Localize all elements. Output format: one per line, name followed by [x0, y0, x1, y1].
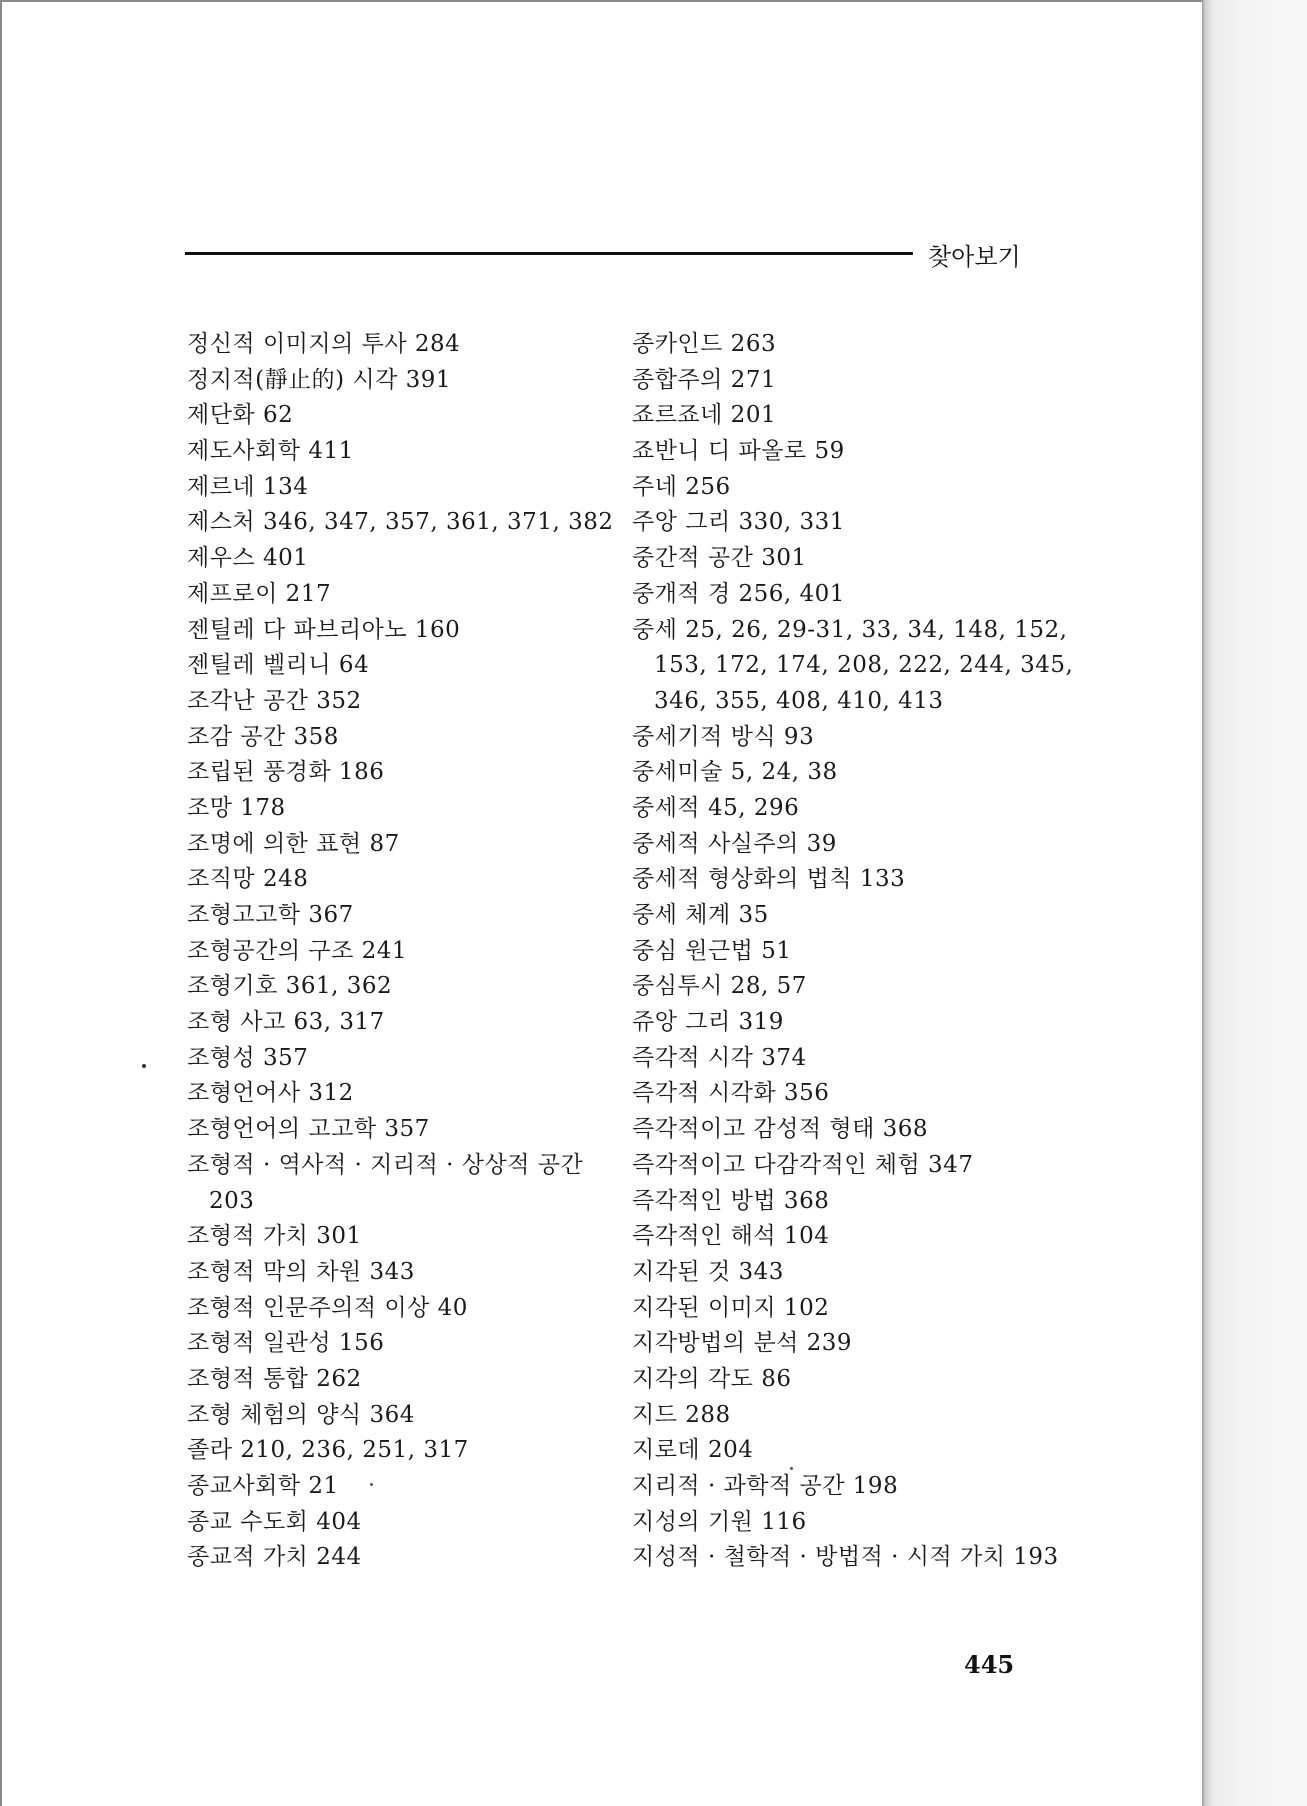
index-entry: 중세 체계 35	[632, 902, 769, 928]
index-entry: 종교적 가치 244	[187, 1544, 362, 1571]
page-number: 445	[964, 1650, 1015, 1679]
index-entry: 종교사회학 21	[187, 1473, 339, 1499]
index-entry: 제스처 346, 347, 357, 361, 371, 382	[187, 509, 614, 536]
index-entry: 종카인드 263	[632, 331, 777, 357]
index-entry: 종합주의 271	[632, 366, 777, 393]
page-left-border	[0, 0, 2, 1806]
index-entry-continuation: 153, 172, 174, 208, 222, 244, 345,	[654, 652, 1074, 679]
header-rule	[185, 252, 913, 255]
index-entry: 즉각적인 방법 368	[632, 1187, 830, 1214]
scan-speck	[370, 1483, 373, 1486]
index-entry: 중개적 경 256, 401	[632, 580, 845, 607]
index-entry: 조형적 가치 301	[187, 1223, 362, 1250]
index-entry: 조립된 풍경화 186	[187, 759, 385, 786]
viewer-gutter	[1202, 0, 1307, 1806]
index-entry: 조감 공간 358	[187, 723, 339, 750]
index-entry: 조형기호 361, 362	[187, 973, 393, 1000]
page-top-border	[0, 0, 1204, 2]
index-entry: 중세기적 방식 93	[632, 723, 815, 750]
index-entry: 젠틸레 다 파브리아노 160	[187, 616, 461, 643]
index-entry: 종교 수도회 404	[187, 1508, 362, 1535]
index-entry: 지각된 것 343	[632, 1258, 784, 1285]
index-entry: 즉각적인 해석 104	[632, 1223, 830, 1250]
index-column-left	[187, 327, 614, 1576]
index-entry: 젠틸레 벨리니 64	[187, 652, 370, 679]
index-entry: 지리적 · 과학적 공간 198	[632, 1473, 899, 1499]
index-entry: 중심 원근법 51	[632, 937, 792, 964]
index-entry-continuation: 203	[209, 1187, 255, 1214]
index-entry: 즉각적 시각 374	[632, 1044, 807, 1071]
scan-speck	[790, 1467, 793, 1470]
index-entry: 조형적 일관성 156	[187, 1330, 385, 1357]
index-entry: 중세미술 5, 24, 38	[632, 759, 838, 786]
index-entry: 졸라 210, 236, 251, 317	[187, 1437, 469, 1464]
scan-speck	[142, 1064, 146, 1068]
index-entry: 지성적 · 철학적 · 방법적 · 시적 가치 193	[632, 1544, 1059, 1571]
index-entry: 조형적 통합 262	[187, 1365, 362, 1392]
index-entry: 지성의 기원 116	[632, 1508, 807, 1535]
index-entry-continuation: 346, 355, 408, 410, 413	[654, 687, 944, 714]
index-entry: 중세적 45, 296	[632, 794, 800, 821]
index-entry: 즉각적이고 다감각적인 체험 347	[632, 1151, 974, 1178]
index-entry: 중세적 형상화의 법칙 133	[632, 866, 906, 893]
index-entry: 제도사회학 411	[187, 438, 354, 465]
index-entry: 조명에 의한 표현 87	[187, 830, 400, 857]
index-entry: 조형 체험의 양식 364	[187, 1401, 415, 1428]
index-entry: 주네 256	[632, 473, 731, 500]
index-entry: 조형언어의 고고학 357	[187, 1116, 430, 1143]
index-entry: 지각의 각도 86	[632, 1365, 792, 1392]
index-entry: 지각방법의 분석 239	[632, 1330, 853, 1357]
index-entry: 정지적(靜止的) 시각 391	[187, 366, 452, 393]
index-entry: 제르네 134	[187, 473, 309, 500]
index-entry: 조형적 · 역사적 · 지리적 · 상상적 공간	[187, 1151, 584, 1178]
index-entry: 조형적 막의 차원 343	[187, 1258, 415, 1285]
index-column-right	[632, 327, 1074, 1576]
index-entry: 중세적 사실주의 39	[632, 830, 837, 857]
index-entry: 조형적 인문주의적 이상 40	[187, 1294, 468, 1321]
index-entry: 조형 사고 63, 317	[187, 1009, 385, 1036]
index-entry: 즉각적이고 감성적 형태 368	[632, 1116, 929, 1143]
index-entry: 제우스 401	[187, 545, 309, 572]
index-entry: 즉각적 시각화 356	[632, 1080, 830, 1107]
index-entry: 쥬앙 그리 319	[632, 1009, 784, 1036]
index-entry: 조형성 357	[187, 1044, 309, 1071]
index-entry: 주앙 그리 330, 331	[632, 509, 845, 536]
index-entry: 중세 25, 26, 29-31, 33, 34, 148, 152,	[632, 616, 1068, 643]
index-entry: 지로데 204	[632, 1437, 754, 1464]
index-entry: 제프로이 217	[187, 580, 332, 607]
index-entry: 정신적 이미지의 투사 284	[187, 331, 461, 357]
index-entry: 조형공간의 구조 241	[187, 937, 408, 964]
index-entry: 지각된 이미지 102	[632, 1294, 830, 1321]
index-entry: 제단화 62	[187, 402, 294, 429]
index-entry: 죠르죠네 201	[632, 402, 777, 429]
index-entry: 조형언어사 312	[187, 1080, 354, 1107]
index-entry: 조직망 248	[187, 866, 309, 893]
index-entry: 중심투시 28, 57	[632, 973, 807, 1000]
index-entry: 중간적 공간 301	[632, 545, 807, 572]
index-entry: 조각난 공간 352	[187, 687, 362, 714]
running-head: 찾아보기	[928, 243, 1021, 271]
index-entry: 지드 288	[632, 1401, 731, 1428]
index-entry: 죠반니 디 파올로 59	[632, 438, 845, 465]
index-entry: 조형고고학 367	[187, 902, 354, 928]
index-entry: 조망 178	[187, 794, 286, 821]
